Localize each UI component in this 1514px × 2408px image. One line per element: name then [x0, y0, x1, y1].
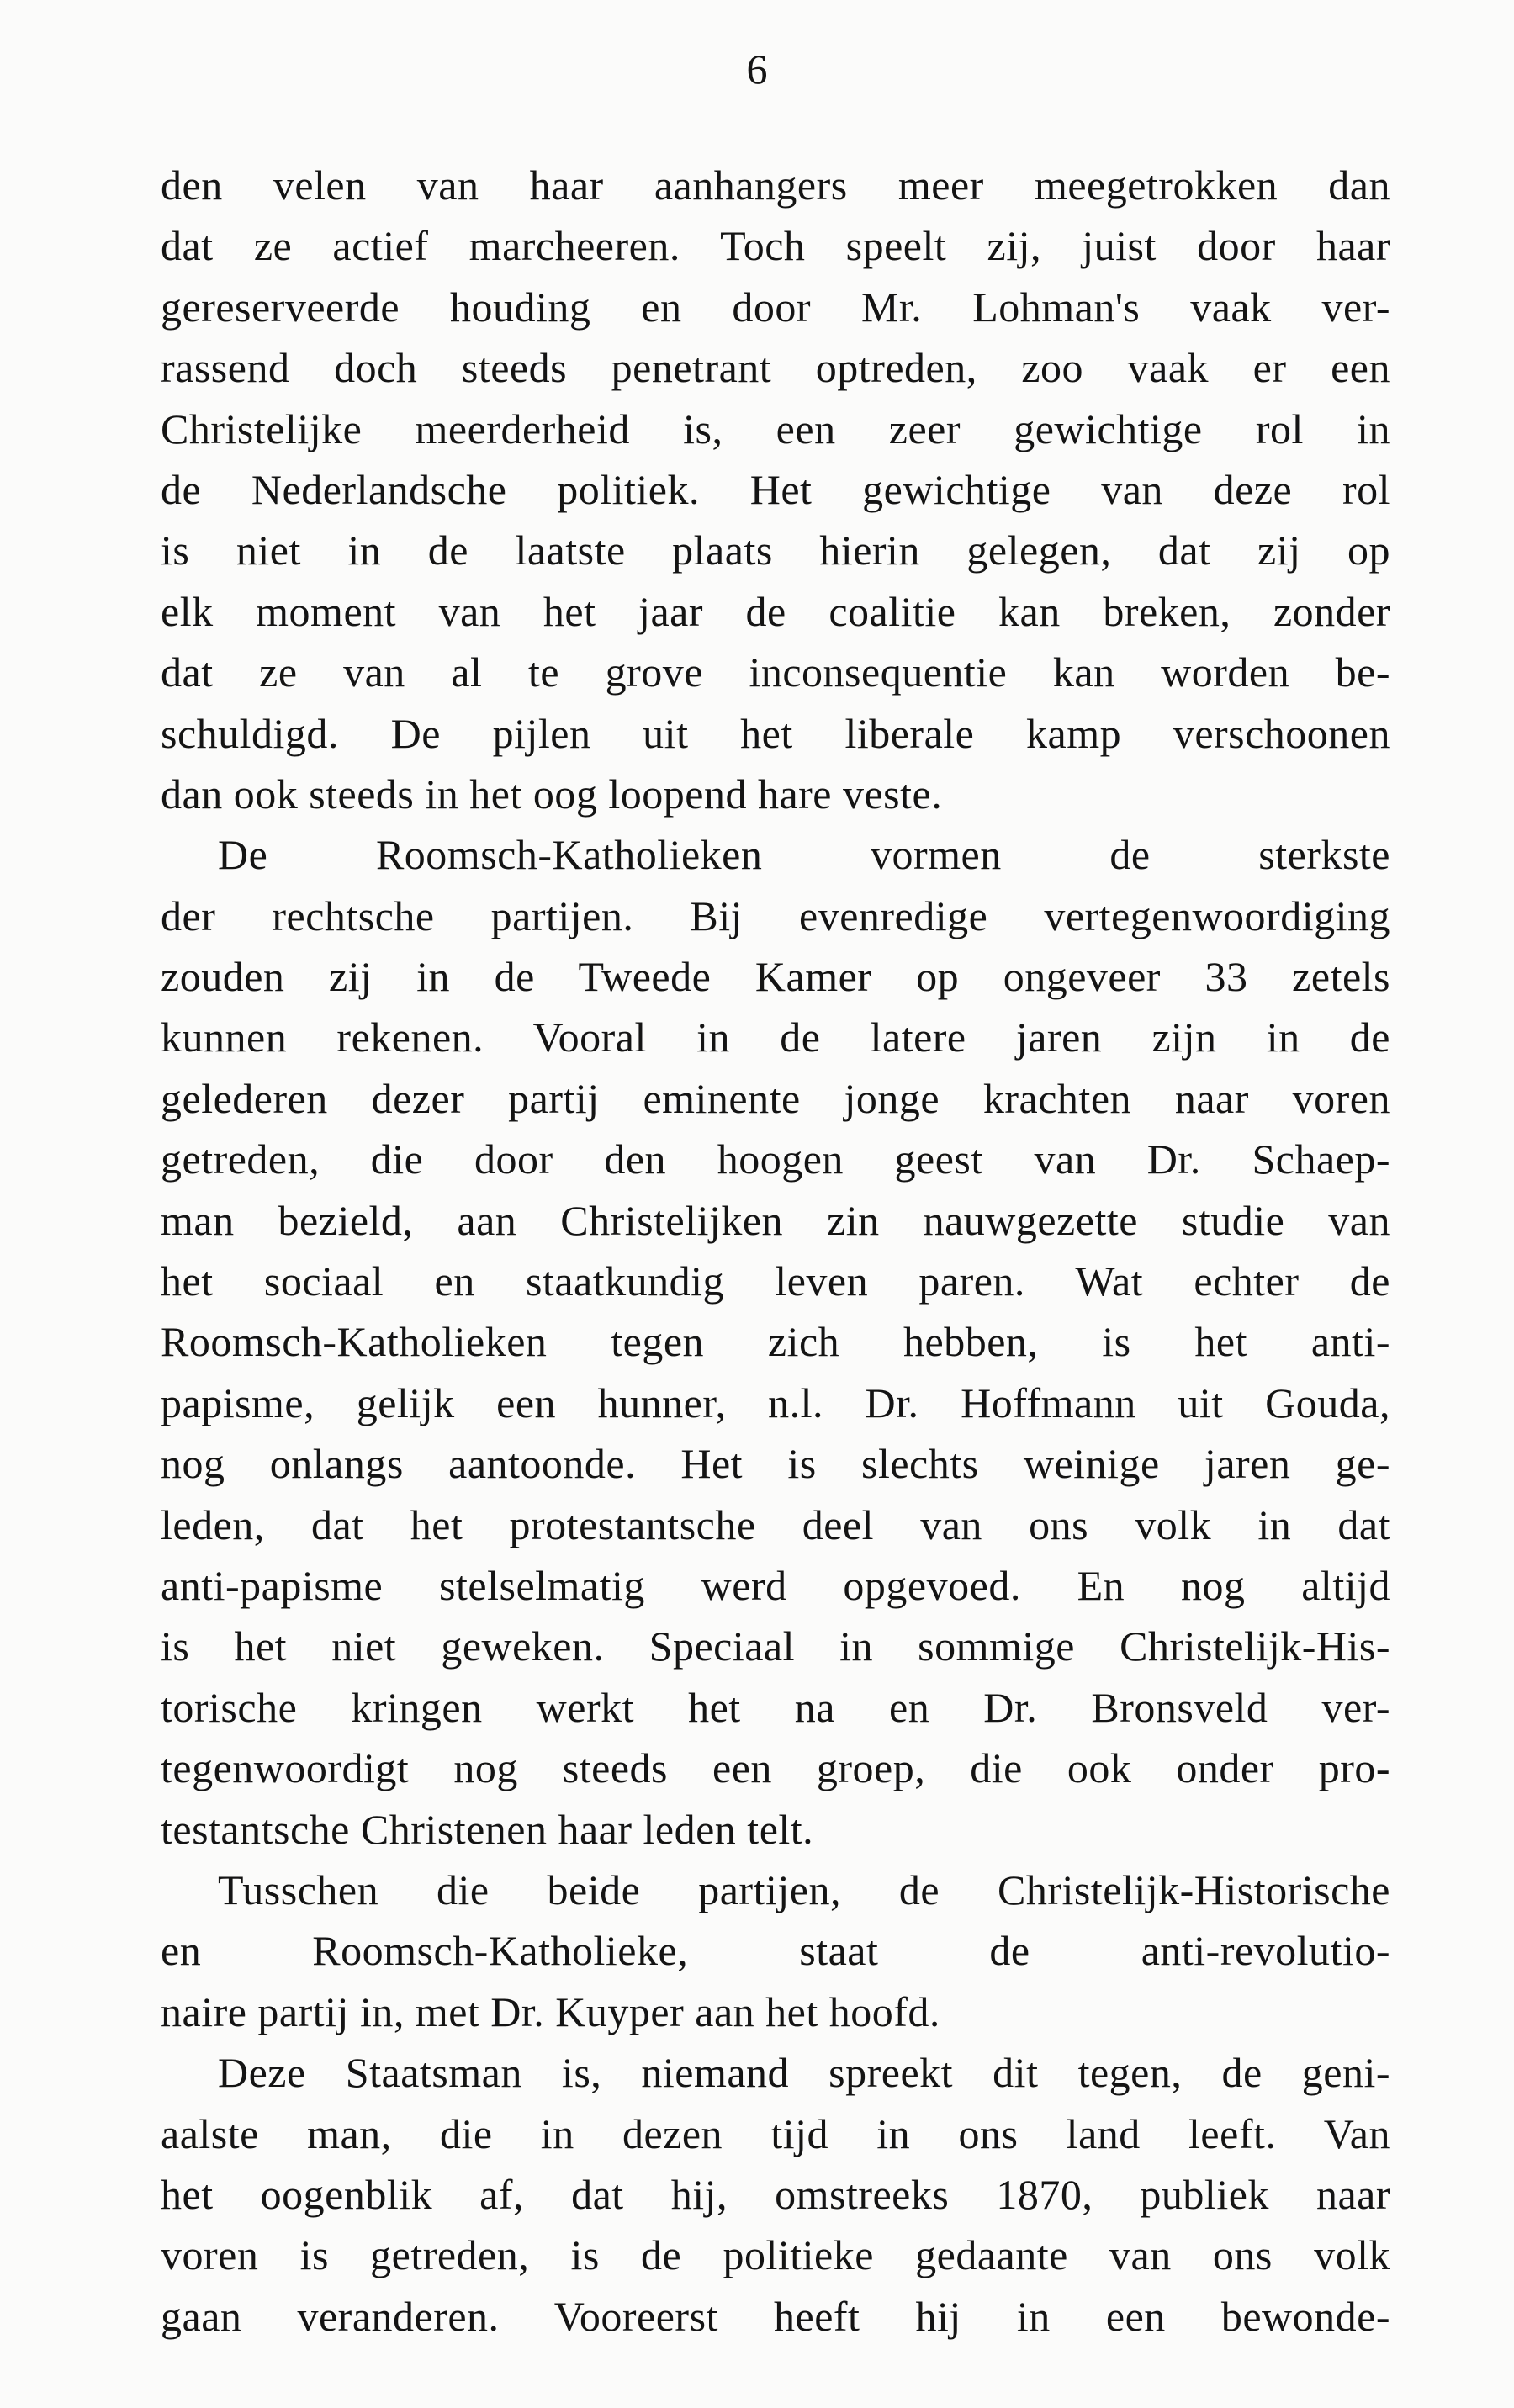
text-line: gereserveerde houding en door Mr. Lohman's vaak ver- — [161, 283, 1390, 331]
text-line: getreden, die door den hoogen geest van Dr. Schaep- — [161, 1135, 1390, 1183]
text-line: aalste man, die in dezen tijd in ons land leeft. Van — [161, 2109, 1390, 2157]
text-line: rassend doch steeds penetrant optreden, zoo vaak er een — [161, 344, 1390, 392]
text-line: gaan veranderen. Vooreerst heeft hij in een bewonde- — [161, 2292, 1390, 2340]
text-line: en Roomsch-Katholieke, staat de anti-revolutio- — [161, 1927, 1390, 1975]
text-line: der rechtsche partijen. Bij evenredige vertegenwoordiging — [161, 892, 1390, 939]
text-line: torische kringen werkt het na en Dr. Bronsveld ver- — [161, 1683, 1390, 1731]
text-line: zouden zij in de Tweede Kamer op ongeveer 33 zetels — [161, 953, 1390, 1001]
text-line: papisme, gelijk een hunner, n.l. Dr. Hoffmann uit Gouda, — [161, 1379, 1390, 1426]
text-line: leden, dat het protestantsche deel van ons volk in dat — [161, 1500, 1390, 1548]
text-line: man bezield, aan Christelijken zin nauwgezette studie van — [161, 1196, 1390, 1244]
text-line: Christelijke meerderheid is, een zeer gewichtige rol in — [161, 405, 1390, 452]
body-text — [161, 155, 1390, 2347]
page-number: 6 — [746, 45, 768, 93]
text-line: voren is getreden, is de politieke gedaante van ons volk — [161, 2231, 1390, 2279]
text-line: anti-papisme stelselmatig werd opgevoed. En nog altijd — [161, 1561, 1390, 1609]
text-line: Tusschen die beide partijen, de Christelijk-Historische — [218, 1866, 1390, 1913]
text-line: gelederen dezer partij eminente jonge krachten naar voren — [161, 1074, 1390, 1122]
text-line: is niet in de laatste plaats hierin gelegen, dat zij op — [161, 527, 1390, 574]
text-line: de Nederlandsche politiek. Het gewichtige van deze rol — [161, 465, 1390, 513]
text-line: kunnen rekenen. Vooral in de latere jaren zijn in de — [161, 1013, 1390, 1061]
text-line: dan ook steeds in het oog loopend hare veste. — [161, 770, 943, 818]
text-line: De Roomsch-Katholieken vormen de sterkste — [218, 831, 1390, 879]
text-line: testantsche Christenen haar leden telt. — [161, 1805, 814, 1853]
text-line: den velen van haar aanhangers meer meegetrokken dan — [161, 161, 1390, 209]
text-line: is het niet geweken. Speciaal in sommige Christelijk-His- — [161, 1622, 1390, 1670]
text-line: het oogenblik af, dat hij, omstreeks 1870, publiek naar — [161, 2170, 1390, 2218]
text-line: dat ze van al te grove inconsequentie kan worden be- — [161, 648, 1390, 696]
text-line: Deze Staatsman is, niemand spreekt dit tegen, de geni- — [218, 2049, 1390, 2097]
text-line: tegenwoordigt nog steeds een groep, die ook onder pro- — [161, 1744, 1390, 1792]
text-line: elk moment van het jaar de coalitie kan breken, zonder — [161, 587, 1390, 635]
text-line: schuldigd. De pijlen uit het liberale kamp verschoonen — [161, 709, 1390, 757]
text-line: het sociaal en staatkundig leven paren. Wat echter de — [161, 1257, 1390, 1305]
text-line: naire partij in, met Dr. Kuyper aan het hoofd. — [161, 1987, 940, 2035]
text-line: nog onlangs aantoonde. Het is slechts weinige jaren ge- — [161, 1440, 1390, 1488]
text-line: Roomsch-Katholieken tegen zich hebben, is het anti- — [161, 1318, 1390, 1366]
text-line: dat ze actief marcheeren. Toch speelt zij, juist door haar — [161, 222, 1390, 270]
